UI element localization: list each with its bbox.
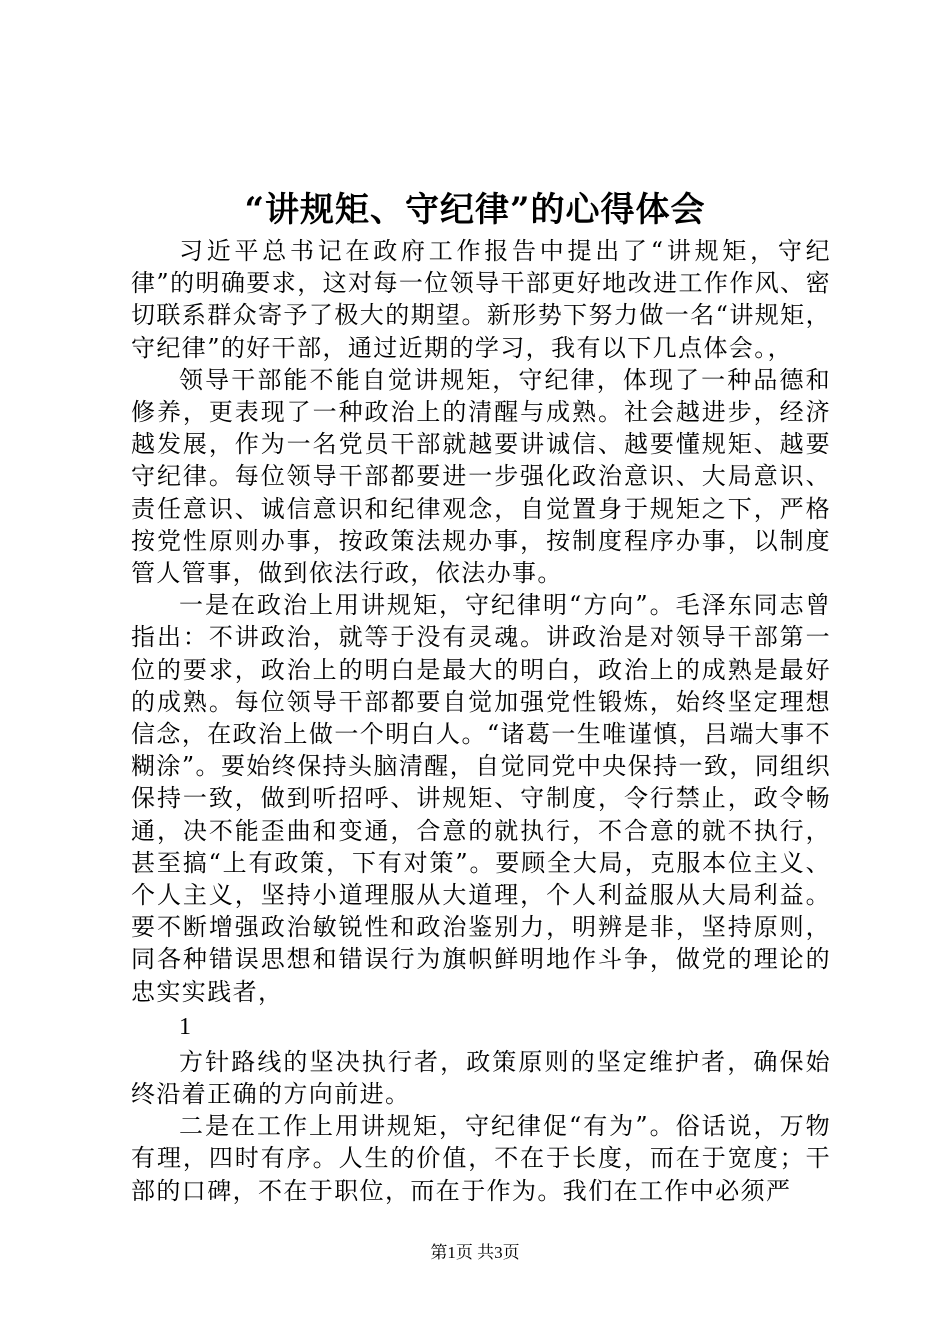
inline-page-number: 1 [179,1013,191,1040]
page-footer: 第1页 共3页 [430,1243,520,1262]
paragraph-intro: 习近平总书记在政府工作报告中提出了“讲规矩，守纪律”的明确要求，这对每一位领导干部更好地改进工作作风、密切联系群众寄予了极大的期望。新形势下努力做一名“讲规矩，守纪律”的好干部，通过近期的学习，我有以下几点体会。， [131,237,831,362]
paragraph-overview: 领导干部能不能自觉讲规矩，守纪律，体现了一种品德和修养，更表现了一种政治上的清醒与成熟。社会越进步，经济越发展，作为一名党员干部就越要讲诚信、越要懂规矩、越要守纪律。每位领导干部都要进一步强化政治意识、大局意识、责任意识、诚信意识和纪律观念，自觉置身于规矩之下，严格按党性原则办事，按政策法规办事，按制度程序办事，以制度管人管事，做到依法行政，依法办事。 [131,365,831,588]
document-title: “讲规矩、守纪律”的心得体会 [244,190,706,230]
document-body [131,235,831,1207]
paragraph-point-two: 二是在工作上用讲规矩，守纪律促“有为”。俗话说，万物有理，四时有序。人生的价值，不在于长度，而在于宽度；干部的口碑，不在于职位，而在于作为。我们在工作中必须严 [131,1112,831,1205]
paragraph-point-one: 一是在政治上用讲规矩，守纪律明“方向”。毛泽东同志曾指出：不讲政治，就等于没有灵魂。讲政治是对领导干部第一位的要求，政治上的明白是最大的明白，政治上的成熟是最好的成熟。每位领导干部都要自觉加强党性锻炼，始终坚定理想信念，在政治上做一个明白人。“诸葛一生唯谨慎，吕端大事不糊涂”。要始终保持头脑清醒，自觉同党中央保持一致，同组织保持一致，做到听招呼、讲规矩、守制度，令行禁止，政令畅通，决不能歪曲和变通，合意的就执行，不合意的就不执行，甚至搞“上有政策，下有对策”。要顾全大局，克服本位主义、个人主义，坚持小道理服从大道理，个人利益服从大局利益。要不断增强政治敏锐性和政治鉴别力，明辨是非，坚持原则，同各种错误思想和错误行为旗帜鲜明地作斗争，做党的理论的忠实实践者， [131,591,831,1006]
paragraph-continuation: 方针路线的坚决执行者，政策原则的坚定维护者，确保始终沿着正确的方向前进。 [131,1047,831,1109]
